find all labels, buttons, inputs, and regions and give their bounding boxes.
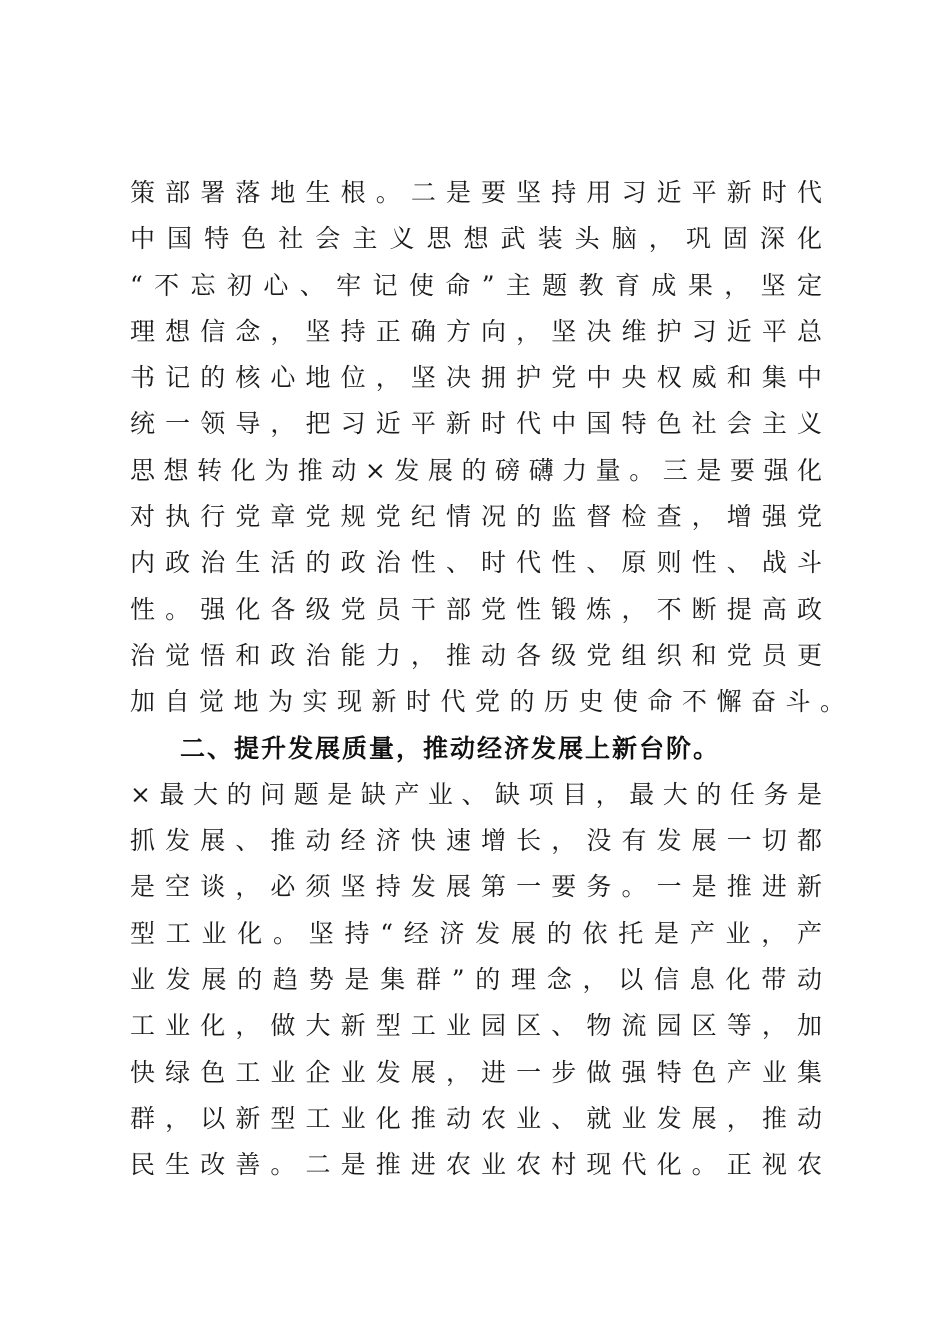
paragraph-line: 理想信念，坚持正确方向，坚决维护习近平总 (130, 316, 822, 346)
paragraph-line: 书记的核心地位，坚决拥护党中央权威和集中 (130, 363, 822, 393)
paragraph-line: 快绿色工业企业发展，进一步做强特色产业集 (130, 1057, 822, 1087)
paragraph-line: 对执行党章党规党纪情况的监督检查，增强党 (130, 502, 822, 532)
paragraph-line: 工业化，做大新型工业园区、物流园区等，加 (130, 1011, 822, 1041)
paragraph-line: 型工业化。坚持“经济发展的依托是产业，产 (130, 918, 822, 948)
paragraph-line: “不忘初心、牢记使命”主题教育成果，坚定 (130, 270, 822, 300)
paragraph-line: 群，以新型工业化推动农业、就业发展，推动 (130, 1103, 822, 1133)
paragraph-line: 策部署落地生根。二是要坚持用习近平新时代 (130, 178, 822, 207)
paragraph-line: 民生改善。二是推进农业农村现代化。正视农 (130, 1150, 822, 1180)
paragraph-line: 业发展的趋势是集群”的理念，以信息化带动 (130, 965, 822, 995)
paragraph-line: 内政治生活的政治性、时代性、原则性、战斗 (130, 548, 822, 578)
body-text (130, 170, 855, 1189)
paragraph-line: 性。强化各级党员干部党性锻炼，不断提高政 (130, 594, 822, 624)
paragraph-line: ×最大的问题是缺产业、缺项目，最大的任务是 (130, 779, 822, 809)
paragraph-line: 抓发展、推动经济快速增长，没有发展一切都 (130, 826, 822, 856)
paragraph-line: 是空谈，必须坚持发展第一要务。一是推进新 (130, 872, 822, 902)
paragraph-line: 统一领导，把习近平新时代中国特色社会主义 (130, 409, 822, 439)
paragraph-line: 治觉悟和政治能力，推动各级党组织和党员更 (130, 640, 822, 670)
paragraph-line: 中国特色社会主义思想武装头脑，巩固深化 (130, 224, 822, 254)
paragraph-line: 思想转化为推动×发展的磅礴力量。三是要强化 (130, 455, 822, 485)
section-heading: 二、提升发展质量，推动经济发展上新台阶。 (180, 733, 721, 763)
paragraph-line: 加自觉地为实现新时代党的历史使命不懈奋斗。 (130, 687, 855, 717)
